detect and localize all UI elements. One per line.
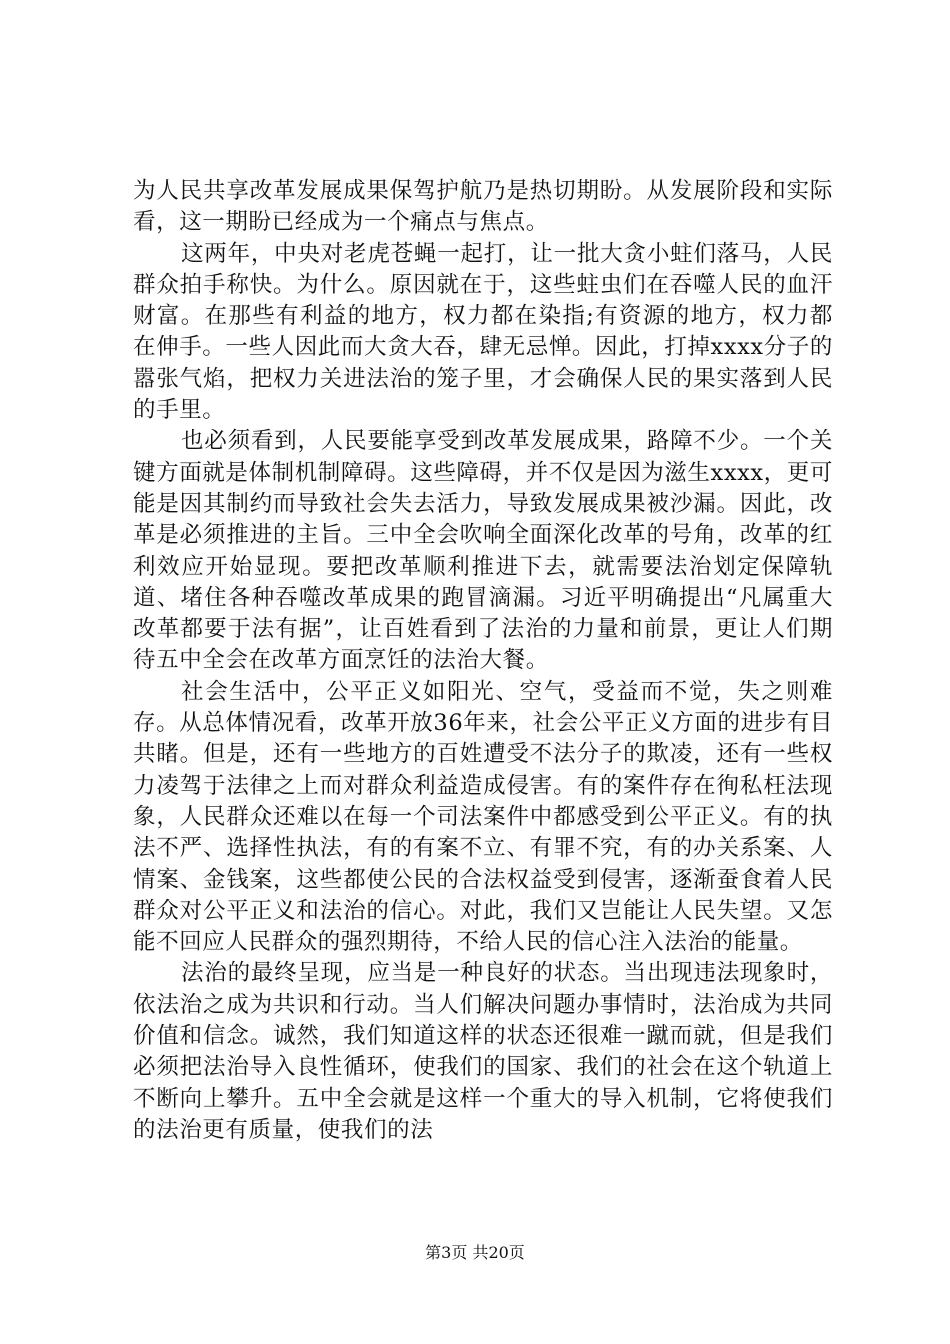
paragraph-4: 社会生活中，公平正义如阳光、空气，受益而不觉，失之则难存。从总体情况看，改革开放36年来，社会公平正义方面的进步有目共睹。但是，还有一些地方的百姓遭受不法分子的欺凌，还有一些权力凌驾于法律之上而对群众利益造成侵害。有的案件存在徇私枉法现象，人民群众还难以在每一个司法案件中都感受到公平正义。有的执法不严、选择性执法，有的有案不立、有罪不究，有的办关系案、人情案、金钱案，这些都使公民的合法权益受到侵害，逐渐蚕食着人民群众对公平正义和法治的信心。对此，我们又岂能让人民失望。又怎能不回应人民群众的强烈期待，不给人民的信心注入法治的能量。 — [133, 678, 833, 956]
document-body — [133, 176, 833, 1146]
paragraph-1: 为人民共享改革发展成果保驾护航乃是热切期盼。从发展阶段和实际看，这一期盼已经成为一个痛点与焦点。 — [133, 178, 833, 236]
paragraph-3: 也必须看到，人民要能享受到改革发展成果，路障不少。一个关键方面就是体制机制障碍。这些障碍，并不仅是因为滋生xxxx，更可能是因其制约而导致社会失去活力，导致发展成果被沙漏。因此，改革是必须推进的主旨。三中全会吹响全面深化改革的号角，改革的红利效应开始显现。要把改革顺利推进下去，就需要法治划定保障轨道、堵住各种吞噬改革成果的跑冒滴漏。习近平明确提出“凡属重大改革都要于法有据”，让百姓看到了法治的力量和前景，更让人们期待五中全会在改革方面烹饪的法治大餐。 — [133, 428, 833, 674]
paragraph-5: 法治的最终呈现，应当是一种良好的状态。当出现违法现象时，依法治之成为共识和行动。当人们解决问题办事情时，法治成为共同价值和信念。诚然，我们知道这样的状态还很难一蹴而就，但是我们必须把法治导入良性循环，使我们的国家、我们的社会在这个轨道上不断向上攀升。五中全会就是这样一个重大的导入机制，它将使我们的法治更有质量，使我们的法 — [133, 960, 833, 1143]
paragraph-2: 这两年，中央对老虎苍蝇一起打，让一批大贪小蛀们落马，人民群众拍手称快。为什么。原因就在于，这些蛀虫们在吞噬人民的血汗财富。在那些有利益的地方，权力都在染指;有资源的地方，权力都在伸手。一些人因此而大贪大吞，肆无忌惮。因此，打掉xxxx分子的嚣张气焰，把权力关进法治的笼子里，才会确保人民的果实落到人民的手里。 — [133, 240, 833, 424]
page-number-footer: 第3页 共20页 — [425, 1243, 525, 1262]
